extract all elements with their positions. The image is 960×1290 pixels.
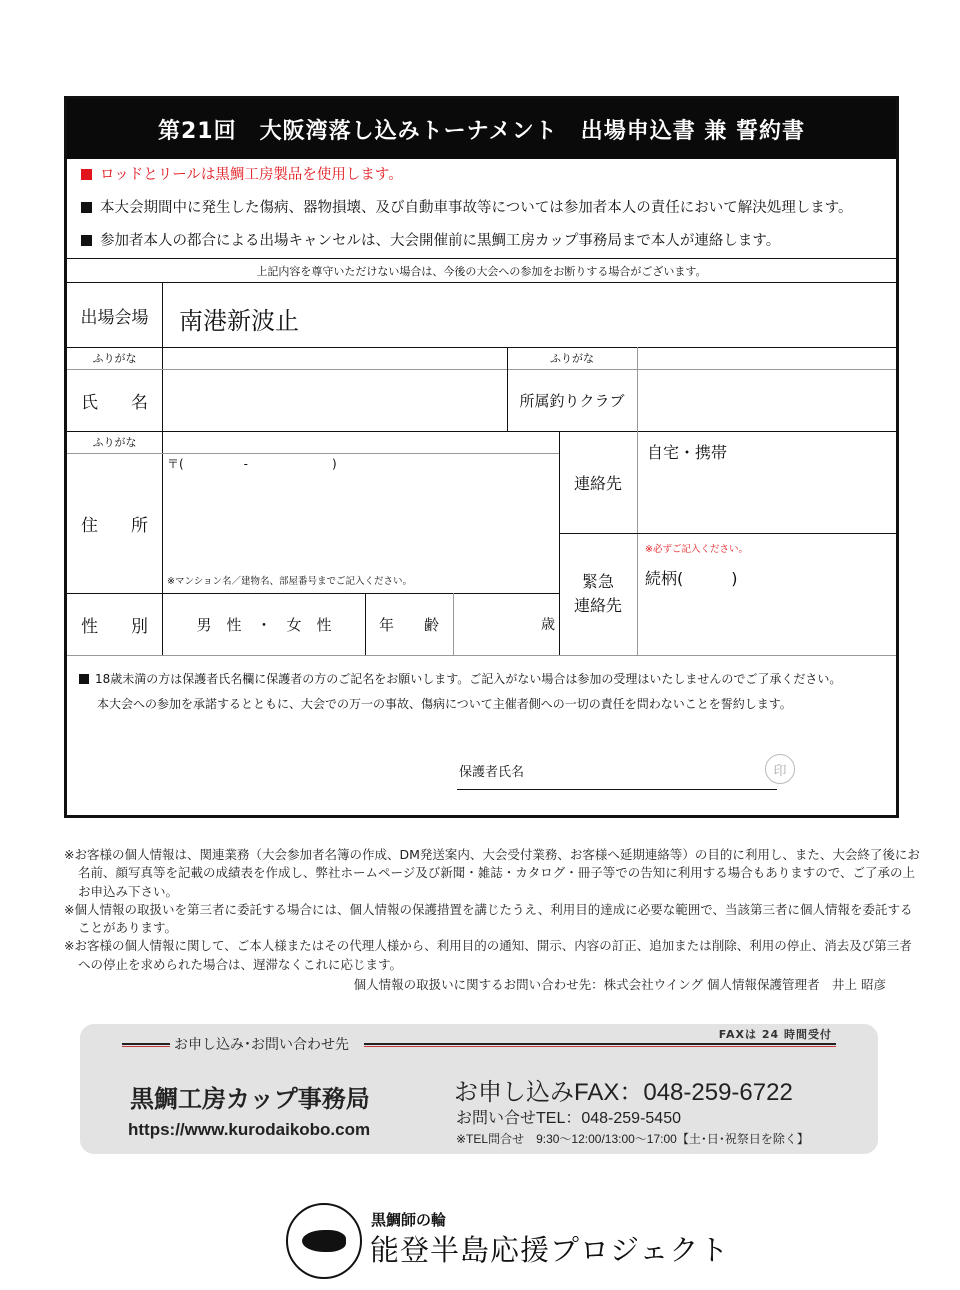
relation-field[interactable]: 続柄( ): [645, 569, 738, 588]
club-furigana-field[interactable]: [638, 348, 896, 369]
guardian-name-label: 保護者氏名: [459, 765, 525, 780]
rule-item: ロッドとリールは黒鯛工房製品を使用します。: [81, 159, 896, 192]
decorative-line: [364, 1043, 836, 1047]
address-note: ※マンション名／建物名、部屋番号までご記入ください。: [167, 576, 413, 587]
venue-label: 出場会場: [80, 307, 149, 328]
privacy-contact: 個人情報の取扱いに関するお問い合わせ先：株式会社ウイング 個人情報保護管理者 井上 昭彦: [353, 977, 886, 993]
form-title: 第21回 大阪湾落し込みトーナメント 出場申込書 兼 誓約書: [67, 99, 896, 159]
privacy-paragraph: ※お客様の個人情報に関して、ご本人様またはその代理人様から、利用目的の通知、開示、内容の訂正、追加または削除、利用の停止、消去及び第三者への停止を求められた場合は、遅滞なくこれに応じます。: [64, 938, 912, 972]
contact-label: 連絡先: [573, 473, 622, 493]
project-logo-icon: [286, 1203, 362, 1279]
fax-24h-note: FAXは 24 時間受付: [718, 1028, 832, 1041]
application-form: [64, 96, 899, 818]
rules-section: [67, 159, 896, 259]
rule-item: 参加者本人の都合による出場キャンセルは、大会開催前に黒鯛工房カップ事務局まで本人が連絡します。: [81, 225, 896, 258]
club-furigana-label: ふりがな: [550, 352, 594, 365]
square-bullet-icon: [81, 202, 92, 213]
compliance-notice: 上記内容を尊守いただけない場合は、今後の大会への参加をお断りする場合がございます。: [67, 261, 896, 283]
privacy-policy: [64, 846, 924, 994]
club-field[interactable]: [638, 370, 896, 431]
name-furigana-field[interactable]: [163, 348, 507, 369]
contact-heading: お申し込み･お問い合わせ先: [174, 1037, 349, 1053]
decorative-line: [122, 1043, 170, 1047]
seal-icon: 印: [765, 754, 795, 784]
fax-number: お申し込みFAX：048-259-6722: [454, 1079, 793, 1106]
emergency-contact-label: 緊急 連絡先: [573, 572, 622, 615]
venue-value[interactable]: 南港新波止: [179, 307, 299, 335]
tel-hours: ※TEL問合せ 9:30〜12:00/13:00〜17:00【土･日･祝祭日を除く】: [456, 1132, 809, 1146]
age-unit: 歳: [541, 617, 555, 633]
address-label: 住 所: [81, 515, 148, 536]
fish-icon: [302, 1230, 346, 1252]
website-link[interactable]: https://www.kurodaikobo.com: [128, 1120, 371, 1139]
gender-label: 性 別: [81, 616, 148, 637]
square-bullet-icon: [81, 169, 92, 180]
age-label: 年 齢: [379, 615, 439, 634]
logo-title: 能登半島応援プロジェクト: [370, 1233, 730, 1267]
privacy-paragraph: ※個人情報の取扱いを第三者に委託する場合には、個人情報の保護措置を講じたうえ、利用目的達成に必要な範囲で、当該第三者に個人情報を委託することがあります。: [64, 901, 913, 936]
rule-item: 本大会期間中に発生した傷病、器物損壊、及び自動車事故等については参加者本人の責任において解決処理します。: [81, 192, 896, 225]
office-name: 黒鯛工房カップ事務局: [130, 1085, 370, 1113]
furigana-label: ふりがな: [92, 436, 137, 449]
gender-selector[interactable]: 男 性 ・ 女 性: [196, 615, 332, 634]
divider: [67, 655, 896, 656]
square-bullet-icon: [81, 235, 92, 246]
postal-code-field[interactable]: 〒( - ): [167, 457, 337, 471]
logo-subtitle: 黒鯛師の輪: [371, 1211, 447, 1229]
name-label: 氏 名: [81, 392, 148, 413]
guardian-signature-line[interactable]: [457, 789, 777, 790]
tel-number: お問い合せTEL：048-259-5450: [456, 1110, 681, 1127]
furigana-label: ふりがな: [92, 352, 137, 365]
contact-box: [80, 1024, 878, 1154]
square-bullet-icon: [79, 674, 89, 684]
emergency-required-note: ※必ずご記入ください。: [645, 544, 748, 555]
privacy-paragraph: ※お客様の個人情報は、関連業務（大会参加者名簿の作成、DM発送案内、大会受付業務、お客様へ延期連絡等）の目的に利用し、また、大会終了後にお名前、顔写真等を記載の成績表を作成し、弊社ホームページ及び新聞・雑誌・カタログ・冊子等での告知に利用する場合もありますので、ご了承の上お申込み下さい。: [64, 847, 920, 899]
contact-field[interactable]: 自宅・携帯: [647, 443, 728, 462]
address-furigana-field[interactable]: [163, 432, 559, 453]
minor-note: 18歳未満の方は保護者氏名欄に保護者の方のご記名をお願いします。ご記入がない場合は参加の受理はいたしませんのでご了承ください。: [79, 663, 841, 696]
pledge-text: 本大会への参加を承諾するとともに、大会での万一の事故、傷病について主催者側への一切の責任を問わないことを誓約します。: [97, 697, 792, 711]
divider: [637, 431, 638, 655]
name-field[interactable]: [163, 370, 507, 431]
age-field[interactable]: [454, 593, 559, 655]
club-label: 所属釣りクラブ: [519, 391, 625, 410]
